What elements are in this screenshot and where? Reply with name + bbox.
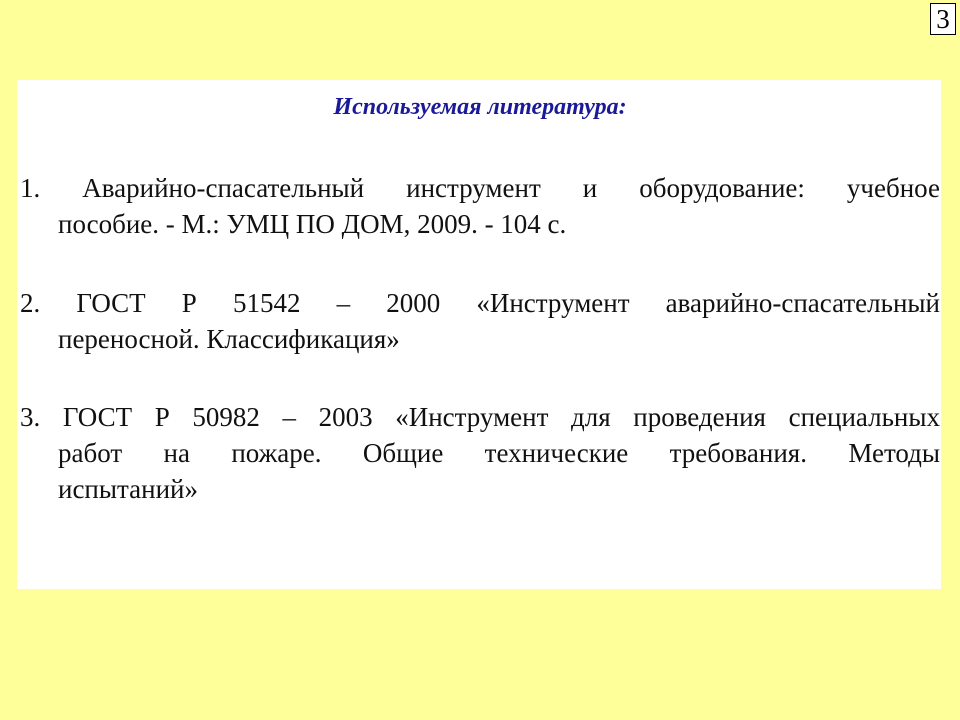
reference-1-line-1: 1. Аварийно-спасательный инструмент и оборудование: учебное: [20, 173, 940, 203]
page-title: Используемая литература:: [333, 94, 627, 120]
reference-1-line-2: пособие. - М.: УМЦ ПО ДОМ, 2009. - 104 с.: [58, 209, 567, 239]
reference-item-2: [20, 285, 940, 357]
reference-2-line-2: переносной. Классификация»: [58, 324, 400, 354]
reference-item-3: [20, 399, 940, 507]
reference-item-1: [20, 170, 940, 242]
reference-3-line-1: 3. ГОСТ Р 50982 – 2003 «Инструмент для проведения специальных: [20, 402, 940, 432]
reference-2-line-1: 2. ГОСТ Р 51542 – 2000 «Инструмент аварийно-спасательный: [20, 288, 940, 318]
reference-3-line-3: испытаний»: [58, 474, 198, 504]
page-number-badge: 3: [930, 3, 956, 35]
reference-3-line-2: работ на пожаре. Общие технические требования. Методы: [58, 438, 940, 468]
